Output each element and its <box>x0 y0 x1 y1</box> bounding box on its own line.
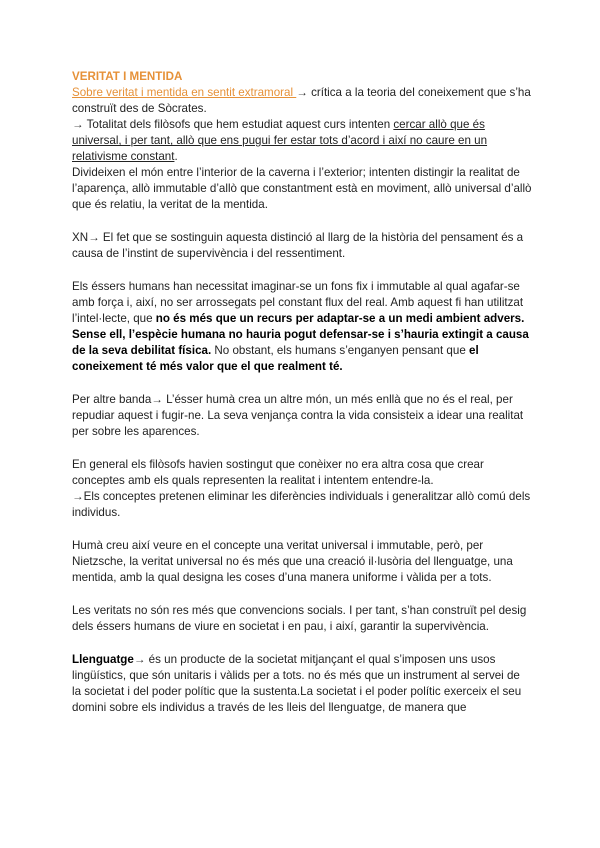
paragraph-language <box>72 652 532 716</box>
language-text: → és un producte de la societat mitjançant el qual s’imposen uns usos lingüístics, que són unitaris i vàlids per a tots. no és més que un instrument al servei de la societat i del poder polític que la sustenta.La societat i el poder polític exerceix el seu domini sobre els individus a través de les lleis del llenguatge, de manera que <box>72 653 522 714</box>
paragraph-concepts-arrow: →Els conceptes pretenen eliminar les diferències individuals i generalitzar allò comú dels individus. <box>72 490 531 519</box>
language-heading: Llenguatge <box>72 653 134 666</box>
work-title-link: Sobre veritat i mentida en sentit extramoral <box>72 86 297 99</box>
paragraph-nietzsche: Humà creu així veure en el concepte una veritat universal i immutable, però, per Nietzsche, la veritat universal no és més que una creació il·lusòria del llenguatge, una mentida, amb la qual designa les coses d’una manera uniforme i vàlida per a tots. <box>72 539 513 584</box>
humans-text-2: No obstant, els humans s’enganyen pensant que <box>211 344 470 357</box>
paragraph-divide: Divideixen el món entre l’interior de la caverna i l’exterior; intenten distingir la realitat de l’aparença, allò immutable d’allò que constantment està en moviment, allò universal d’allò que és relatiu, la veritat de la mentida. <box>72 166 532 211</box>
paragraph-intro <box>72 85 532 117</box>
paragraph-concepts: En general els filòsofs havien sostingut que conèixer no era altra cosa que crear conceptes amb els quals representen la realitat i intentem entendre-la. <box>72 458 484 487</box>
paragraph-humans <box>72 279 532 375</box>
paragraph-philosophers <box>72 117 532 165</box>
philosophers-text: → Totalitat dels filòsofs que hem estudiat aquest curs intenten <box>72 118 394 131</box>
document-body <box>72 69 532 716</box>
document-title: VERITAT I MENTIDA <box>72 70 183 83</box>
philosophers-end: . <box>174 150 178 163</box>
intro-text: → crítica a la teoria del coneixement que s’ha construït des de Sòcrates. <box>72 86 531 115</box>
paragraph-xn: XN→ El fet que se sostinguin aquesta distinció al llarg de la història del pensament és a causa de l’instint de supervivència i del ressentiment. <box>72 231 524 260</box>
paragraph-other-side: Per altre banda→ L’ésser humà crea un altre món, un més enllà que no és el real, per repudiar aquest i fugir-ne. La seva venjança contra la vida consisteix a idear una realitat per sobre les aparences. <box>72 393 524 438</box>
humans-bold-1: no és més que un recurs per adaptar-se a un medi ambient advers. Sense ell, l’espècie humana no hauria pogut defensar-se i s’hauria extingit a causa de la seva debilitat física. <box>72 312 529 357</box>
humans-bold-2: el coneixement té més valor que el que realment té. <box>72 344 479 373</box>
humans-text: Els éssers humans han necessitat imaginar-se un fons fix i immutable al qual agafar-se amb força i, així, no ser arrossegats pel constant flux del real. Amb aquest fi han utilitzat l’intel·lecte, que <box>72 280 524 325</box>
paragraph-truths: Les veritats no són res més que convencions socials. I per tant, s’han construït pel desig dels éssers humans de viure en societat i en pau, i així, garantir la supervivència. <box>72 604 527 633</box>
philosophers-underlined: cercar allò que és universal, i per tant, allò que ens pugui fer estar tots d’acord i així no caure en un relativisme constant <box>72 118 488 163</box>
